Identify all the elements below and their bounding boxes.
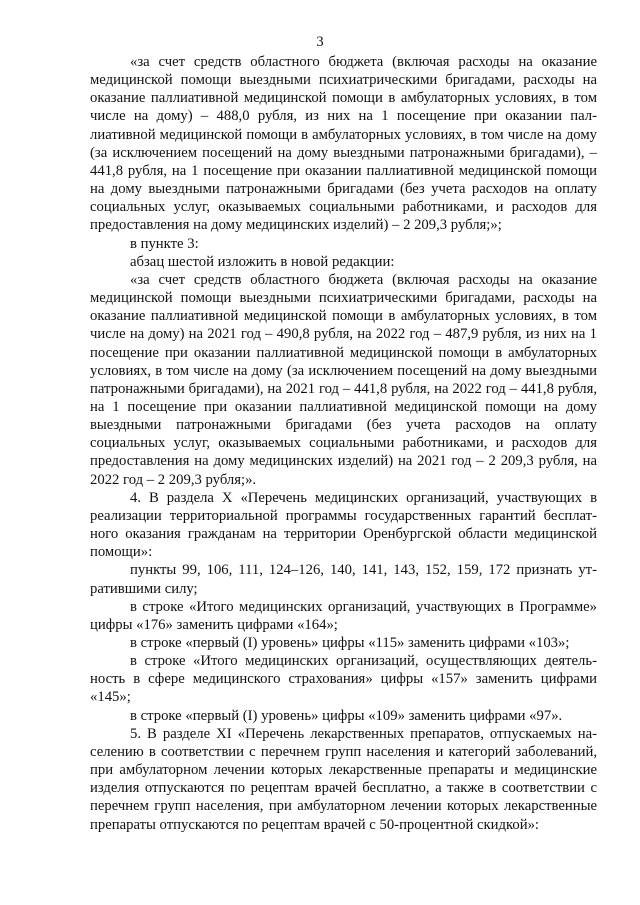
paragraph-sixth-indent: абзац шестой изложить в новой редакции:: [130, 253, 395, 270]
paragraph-item-3: в пункте 3:: [130, 235, 199, 252]
paragraph-total-organizations: в строке «Итого медицинских организаций, участвующих в Программе» цифры «176» заменить цифрами «164»;: [90, 598, 597, 633]
paragraph-items-invalid: пункты 99, 106, 111, 124–126, 140, 141, 143, 152, 159, 172 признать утратившими силу;: [90, 562, 597, 597]
paragraph-section-xi: 5. В разделе XI «Перечень лекарственных препаратов, отпускаемых населению в соответствии с перечнем групп населения и категорий заболеваний, при амбулаторном лечении которых лекарственные препараты и медицинские изделия отпускаются по рецептам врачей бесплатно, а также в соответствии с перечнем групп населения, при амбулаторном лечении которых лекарственные препараты отпускаются по рецептам врачей с 50-процентной скидкой»:: [90, 725, 597, 833]
page-number: 3: [316, 34, 324, 50]
paragraph-first-level-109: в строке «первый (I) уровень» цифры «109» заменить цифрами «97».: [130, 707, 563, 724]
paragraph-section-x: 4. В раздела X «Перечень медицинских организаций, участвующих в реализации территориальной программы государственных гарантий бесплатного оказания гражданам на территории Оренбургской области медицинской помощи»:: [90, 489, 597, 561]
paragraph-insurance-organizations: в строке «Итого медицинских организаций, осуществляющих деятельность в сфере медицинского страхования» цифры «157» заменить цифрами «145»;: [90, 653, 597, 706]
paragraph-first-level-115: в строке «первый (I) уровень» цифры «115» заменить цифрами «103»;: [130, 635, 570, 651]
paragraph-new-edition-quote: «за счет средств областного бюджета (включая расходы на оказание медицинской помощи выездными психиатрическими бригадами, расходы на оказание паллиативной медицинской помощи в амбулаторных условиях, в том числе на дому) на 2021 год – 490,8 рубля, на 2022 год – 487,9 рубля, из них на 1 посещение при оказании паллиативной медицинской помощи в амбулаторных условиях, в том числе на дому (за исключением посещений на дому выездными патронажными бригадами), на 2021 год – 441,8 рубля, на 2022 год – 441,8 рубля, на 1 посещение при оказании паллиативной медицинской помощи на дому выездными патронажными бригадами (без учета расходов на оплату социальных услуг, оказываемых социальными работниками, и расходов для предоставления на дому медицинских изделий) на 2021 год – 2 209,3 рубля, на 2022 год – 2 209,3 рубля;».: [90, 271, 597, 488]
document-body: [90, 53, 597, 834]
paragraph-regional-budget-quote: «за счет средств областного бюджета (включая расходы на оказание медицинской помощи выездными психиатрическими бригадами, расходы на оказание паллиативной медицинской помощи в амбулаторных условиях, в том числе на дому) – 488,0 рубля, из них на 1 посещение при оказании паллиативной медицинской помощи в амбулаторных условиях, в том числе на дому (за исключением посещений на дому выездными патронажными бригадами), – 441,8 рубля, на 1 посещение при оказании паллиативной медицинской помощи на дому выездными патронажными бригадами (без учета расходов на оплату социальных услуг, оказываемых социальными работниками, и расходов для предоставления на дому медицинских изделий) – 2 209,3 рубля;»;: [90, 54, 597, 234]
